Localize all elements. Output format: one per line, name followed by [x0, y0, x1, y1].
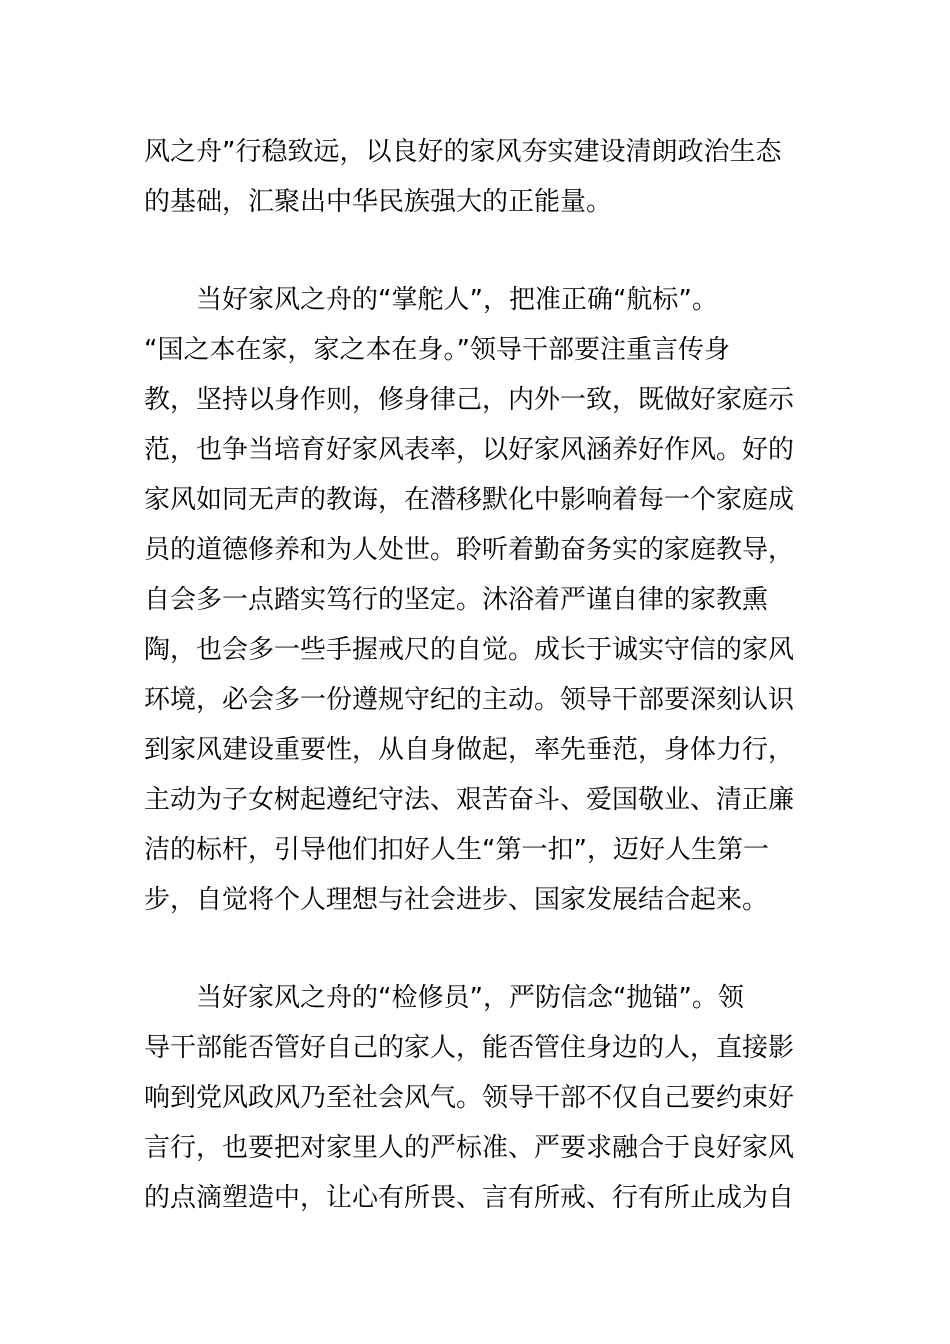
- paragraph-line: 步，自觉将个人理想与社会进步、国家发展结合起来。: [144, 885, 769, 915]
- paragraph-line: 导干部能否管好自己的家人，能否管住身边的人，直接影: [144, 1033, 795, 1063]
- paragraph-3: [144, 973, 814, 1223]
- paragraph-line: 到家风建设重要性，从自身做起，率先垂范，身体力行，: [144, 735, 795, 765]
- paragraph-line: 响到党风政风乃至社会风气。领导干部不仅自己要约束好: [144, 1083, 795, 1113]
- paragraph-line: 当好家风之舟的“掌舵人”，把准正确“航标”。: [196, 285, 718, 315]
- paragraph-line: 员的道德修养和为人处世。聆听着勤奋务实的家庭教导，: [144, 535, 795, 565]
- paragraph-line: 的基础，汇聚出中华民族强大的正能量。: [144, 187, 613, 217]
- paragraph-line: 洁的标杆，引导他们扣好人生“第一扣”，迈好人生第一: [144, 835, 769, 865]
- paragraph-line: 家风如同无声的教诲，在潜移默化中影响着每一个家庭成: [144, 485, 795, 515]
- paragraph-line: “国之本在家，家之本在身。”领导干部要注重言传身: [144, 335, 730, 365]
- paragraph-line: 自会多一点踏实笃行的坚定。沐浴着严谨自律的家教熏: [144, 585, 769, 615]
- paragraph-line: 言行，也要把对家里人的严标准、严要求融合于良好家风: [144, 1133, 795, 1163]
- paragraph-line: 范，也争当培育好家风表率，以好家风涵养好作风。好的: [144, 435, 795, 465]
- paragraph-line: 的点滴塑造中，让心有所畏、言有所戒、行有所止成为自: [144, 1183, 795, 1213]
- paragraph-line: 环境，必会多一份遵规守纪的主动。领导干部要深刻认识: [144, 685, 795, 715]
- paragraph-line: 主动为子女树起遵纪守法、艰苦奋斗、爱国敬业、清正廉: [144, 785, 795, 815]
- paragraph-line: 风之舟”行稳致远，以良好的家风夯实建设清朗政治生态: [144, 137, 782, 167]
- paragraph-1: [144, 127, 814, 227]
- paragraph-line: 当好家风之舟的“检修员”，严防信念“抛锚”。领: [196, 983, 744, 1013]
- paragraph-line: 陶，也会多一些手握戒尺的自觉。成长于诚实守信的家风: [144, 635, 795, 665]
- paragraph-2: [144, 275, 814, 925]
- paragraph-line: 教，坚持以身作则，修身律己，内外一致，既做好家庭示: [144, 385, 795, 415]
